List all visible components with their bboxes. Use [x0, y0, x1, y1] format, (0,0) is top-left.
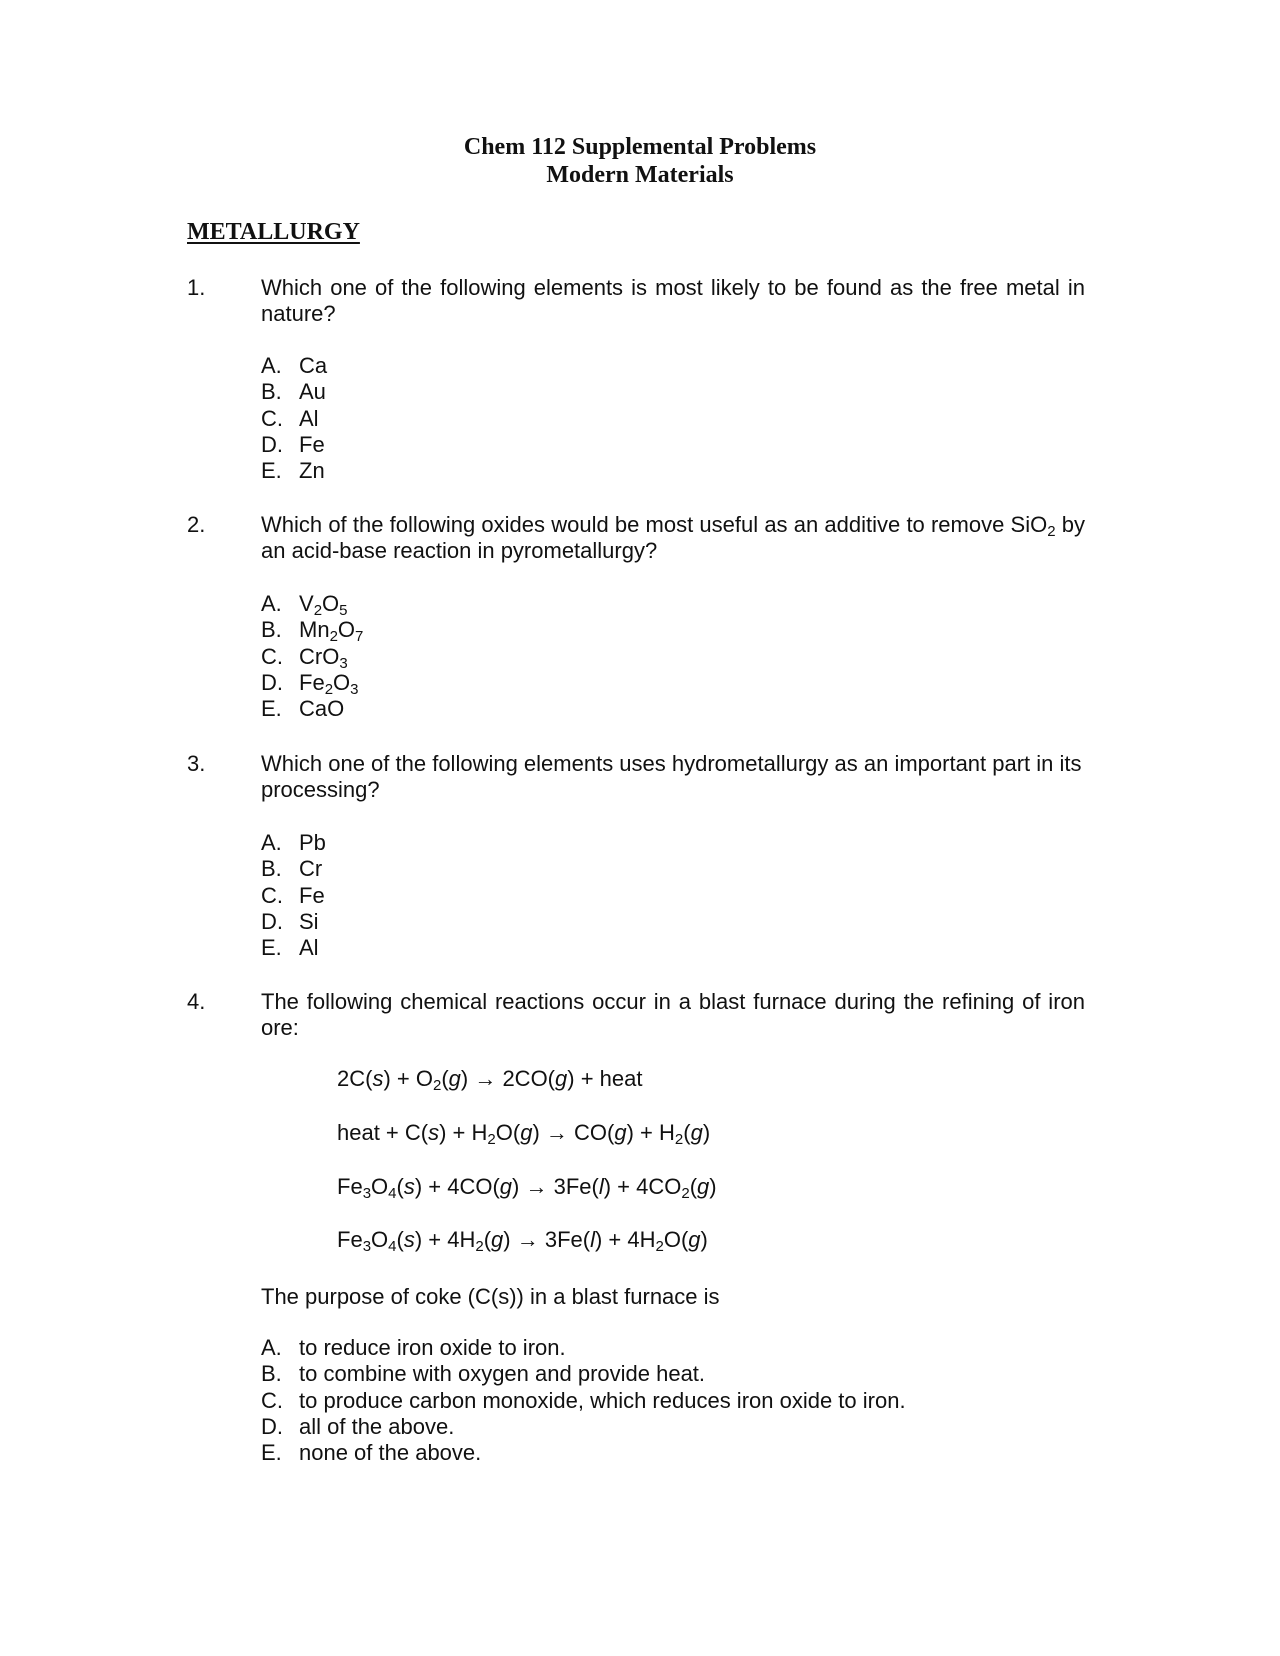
choice-letter: A.	[261, 1335, 282, 1360]
subscript: 2	[313, 602, 323, 619]
choice-letter: A.	[261, 353, 282, 378]
choice-text: Fe	[299, 882, 325, 908]
question-3-number: 3.	[187, 751, 206, 776]
subscript: 5	[339, 602, 348, 619]
choice-text: Al	[299, 405, 319, 431]
choice-item	[261, 644, 363, 670]
choice-letter: D.	[261, 1413, 283, 1439]
choice-letter: B.	[261, 1361, 282, 1387]
choice-letter: E.	[261, 935, 282, 961]
choice-letter: B.	[261, 617, 282, 643]
choice-item	[261, 696, 363, 722]
choice-item	[261, 379, 327, 405]
question-4-choices	[261, 1335, 906, 1466]
choice-item	[261, 830, 326, 856]
choice-letter: C.	[261, 643, 283, 669]
choice-letter: D.	[261, 431, 283, 457]
choice-item	[261, 1361, 906, 1387]
formula	[299, 617, 364, 646]
formula-part: O	[322, 591, 340, 616]
choice-letter: E.	[261, 696, 282, 722]
question-4-number: 4.	[187, 989, 206, 1014]
choice-text: to combine with oxygen and provide heat.	[299, 1361, 706, 1387]
section-heading-metallurgy: METALLURGY	[187, 219, 360, 245]
equation-1: $2C(s) + O_2(g) \to 2CO(g)$ + heat	[337, 1066, 643, 1094]
choice-text: to reduce iron oxide to iron.	[299, 1335, 566, 1360]
question-2-choices	[261, 591, 363, 722]
formula-part: Fe	[299, 669, 325, 695]
choice-letter: A.	[261, 591, 282, 616]
choice-item	[261, 670, 363, 696]
choice-letter: E.	[261, 458, 282, 484]
question-2-text-part: by an acid-base reaction in pyrometallurgy?	[261, 512, 1085, 563]
formula: CaO	[299, 696, 345, 722]
choice-letter: C.	[261, 405, 283, 431]
choice-item	[261, 856, 326, 882]
formula	[299, 643, 348, 672]
choice-item	[261, 1414, 906, 1440]
question-2-number: 2.	[187, 512, 206, 537]
choice-text: Al	[299, 935, 319, 961]
choice-letter: A.	[261, 830, 282, 855]
choice-text: Pb	[299, 830, 326, 855]
document-subtitle: Modern Materials	[546, 162, 734, 188]
formula-part: Mn	[299, 617, 330, 643]
subscript: 7	[355, 628, 364, 646]
choice-letter: B.	[261, 856, 282, 882]
formula-part: O	[333, 669, 351, 695]
document-title: Chem 112 Supplemental Problems	[463, 134, 817, 160]
formula-part: CrO	[299, 643, 340, 669]
choice-item	[261, 406, 327, 432]
subscript: 2	[329, 628, 338, 646]
choice-item	[261, 1440, 906, 1466]
choice-item	[261, 458, 327, 484]
choice-text: Au	[299, 379, 326, 405]
choice-letter: B.	[261, 379, 282, 405]
question-4-prompt: The purpose of coke (C(s)) in a blast furnace is	[261, 1284, 720, 1309]
question-2-text	[261, 512, 1085, 564]
equation-4: $Fe_3O_4(s) + 4H_2(g) \to 3Fe(l) + 4H_2O(g)$	[337, 1227, 708, 1255]
choice-letter: C.	[261, 1387, 283, 1413]
choice-item	[261, 432, 327, 458]
subscript: 3	[350, 680, 359, 698]
question-3-choices	[261, 830, 326, 961]
subscript: 2	[1047, 523, 1056, 540]
formula-part: V	[299, 591, 314, 616]
choice-text: none of the above.	[299, 1440, 482, 1466]
equation-2: heat + $C(s) + H_2O(g) \to CO(g) + H_2(g)$	[337, 1120, 711, 1148]
question-3-text: Which one of the following elements uses hydrometallurgy as an important part in its processing?	[261, 751, 1082, 802]
choice-text: Fe	[299, 431, 325, 457]
question-2-text-part: Which of the following oxides would be most useful as an additive to remove SiO	[261, 512, 1048, 537]
question-1-choices	[261, 353, 327, 484]
choice-text: Cr	[299, 856, 323, 882]
choice-text: to produce carbon monoxide, which reduces iron oxide to iron.	[299, 1387, 906, 1413]
question-1-number: 1.	[187, 275, 206, 300]
formula-part: O	[337, 617, 356, 643]
choice-text: all of the above.	[299, 1413, 455, 1439]
choice-item	[261, 617, 364, 646]
equation-3: $Fe_3O_4(s) + 4CO(g) \to 3Fe(l) + 4CO_2(g)$	[337, 1174, 717, 1202]
choice-letter: D.	[261, 908, 283, 934]
subscript: 3	[339, 654, 348, 672]
choice-text: Si	[299, 908, 319, 934]
choice-item	[261, 1335, 906, 1361]
choice-item	[261, 935, 326, 961]
choice-letter: E.	[261, 1440, 282, 1466]
choice-text: Zn	[299, 458, 325, 484]
formula	[299, 669, 359, 698]
choice-item	[261, 1388, 906, 1414]
choice-item	[261, 591, 363, 617]
choice-item	[261, 353, 327, 379]
choice-letter: D.	[261, 669, 283, 695]
question-1-text: Which one of the following elements is most likely to be found as the free metal in nature?	[261, 275, 1085, 326]
formula	[299, 591, 348, 619]
choice-item	[261, 909, 326, 935]
choice-item	[261, 883, 326, 909]
subscript: 2	[324, 680, 334, 698]
choice-text: Ca	[299, 353, 328, 378]
question-4-text: The following chemical reactions occur in a blast furnace during the refining of iron ore:	[261, 989, 1085, 1040]
choice-letter: C.	[261, 882, 283, 908]
